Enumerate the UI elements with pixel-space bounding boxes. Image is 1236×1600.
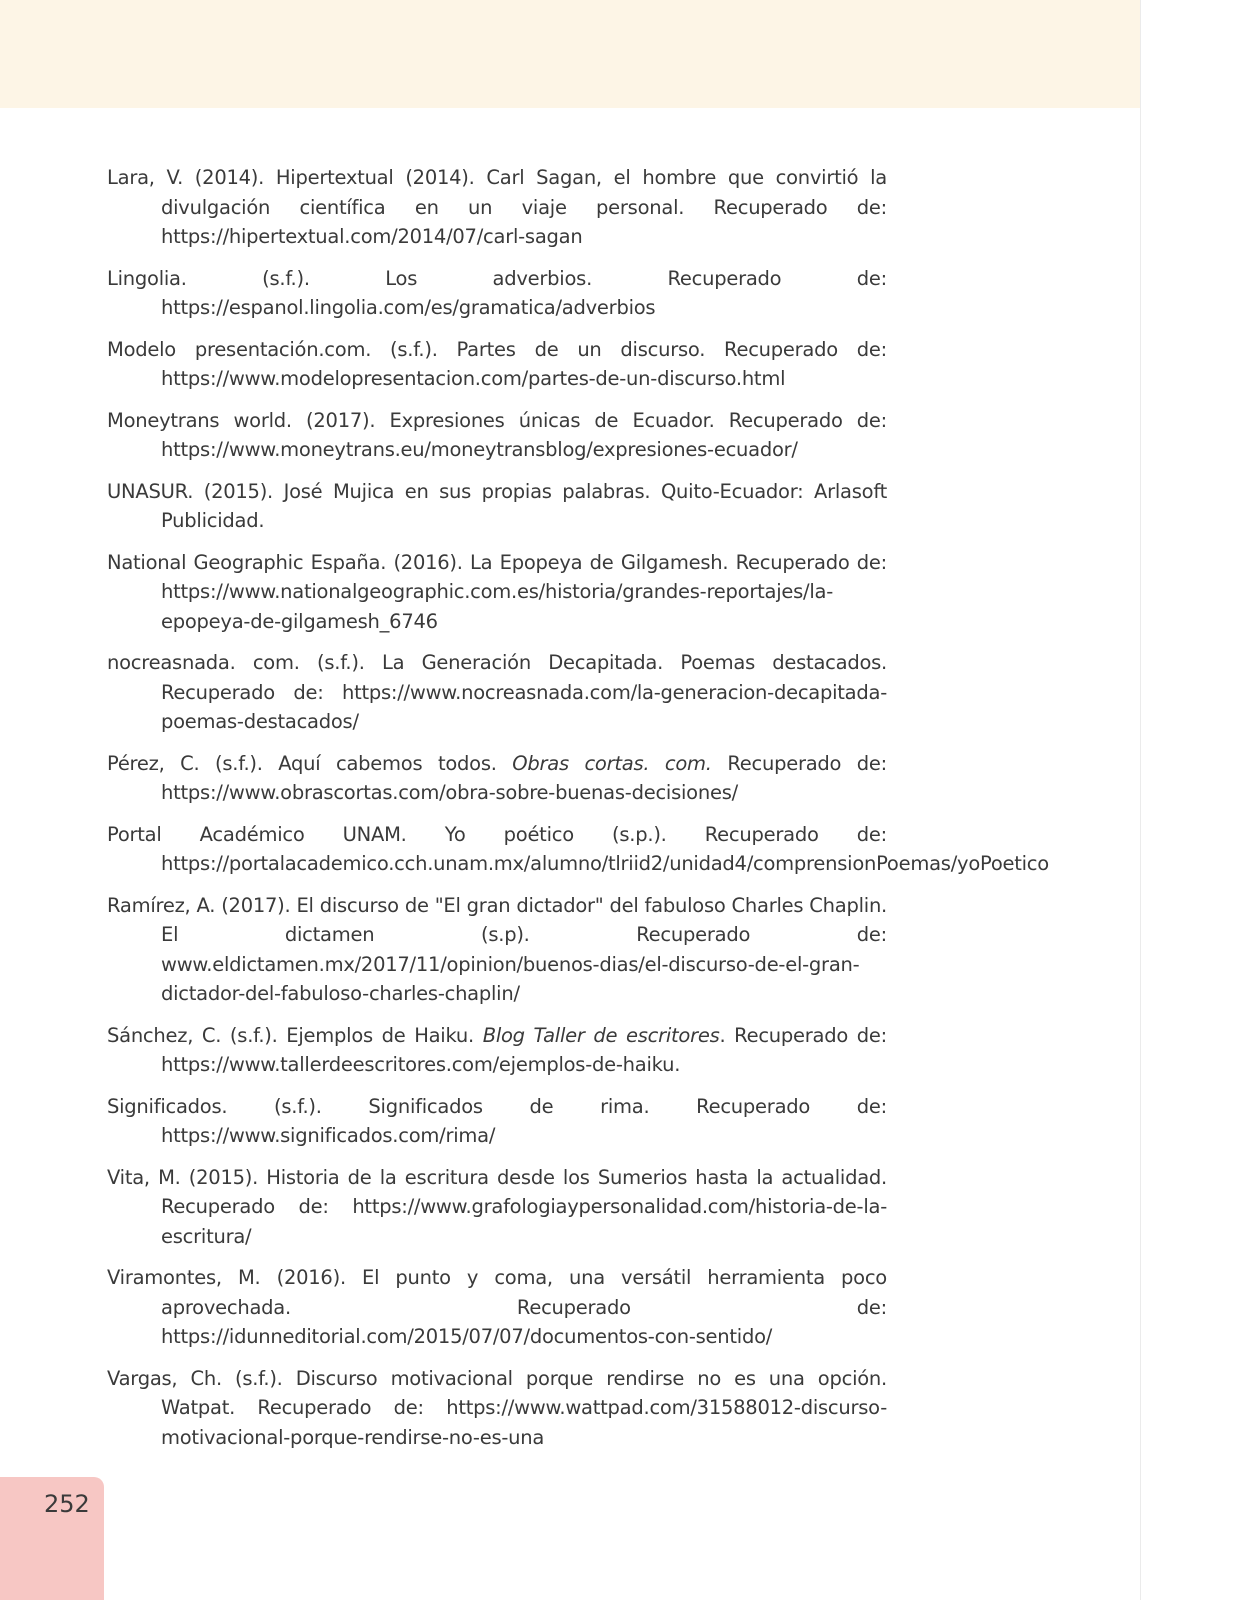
reference-text: Pérez, C. (s.f.). Aquí cabemos todos. [107,751,513,775]
reference-text: Recuperado de: https://www.obrascortas.com/obra-sobre-buenas-decisiones/ [161,751,887,804]
reference-source-title: Obras cortas. com. [512,751,712,775]
reference-item: Portal Académico UNAM. Yo poético (s.p.). Recuperado de: https://portalacademico.cch.unam.mx/alumno/tlriid2/unidad4/comprensionPoemas/yoPoetico [107,822,1049,875]
reference-item: Lara, V. (2014). Hipertextual (2014). Carl Sagan, el hombre que convirtió la divulgación científica en un viaje personal. Recuperado de: https://hipertextual.com/2014/07/carl-sagan [107,166,887,248]
reference-item: National Geographic España. (2016). La Epopeya de Gilgamesh. Recuperado de: https://www.nationalgeographic.com.es/historia/grandes-reportajes/la-epopeya-de-gilgamesh_6746 [107,550,887,633]
reference-item [107,1021,887,1080]
reference-source-title: Blog Taller de escritores [482,1023,720,1047]
reference-item: Lingolia. (s.f.). Los adverbios. Recuperado de: https://espanol.lingolia.com/es/gramatica/adverbios [107,266,887,319]
reference-item: nocreasnada. com. (s.f.). La Generación Decapitada. Poemas destacados. Recuperado de: https://www.nocreasnada.com/la-generacion-decapitada-poemas-destacados/ [107,651,887,733]
reference-text: Sánchez, C. (s.f.). Ejemplos de Haiku. [107,1023,483,1047]
reference-item [107,749,887,808]
reference-item: Significados. (s.f.). Significados de rima. Recuperado de: https://www.significados.com/rima/ [107,1094,887,1147]
reference-item: Viramontes, M. (2016). El punto y coma, una versátil herramienta poco aprovechada. Recuperado de: https://idunneditorial.com/2015/07/07/documentos-con-sentido/ [107,1266,887,1348]
page-edge [1140,0,1236,1600]
reference-item: UNASUR. (2015). José Mujica en sus propias palabras. Quito-Ecuador: Arlasoft Publicidad. [107,479,887,532]
reference-item: Ramírez, A. (2017). El discurso de "El gran dictador" del fabuloso Charles Chaplin. El dictamen (s.p). Recuperado de: www.eldictamen.mx/2017/11/opinion/buenos-dias/el-discurso-de-el-gran-dictador-del-fabuloso-charles-chaplin/ [107,893,887,1005]
reference-text: . Recuperado de: https://www.tallerdeescritores.com/ejemplos-de-haiku. [161,1023,887,1076]
reference-list [107,163,1049,1464]
header-band [0,0,1140,108]
page-number: 252 [44,1490,90,1518]
reference-item: Moneytrans world. (2017). Expresiones únicas de Ecuador. Recuperado de: https://www.moneytrans.eu/moneytransblog/expresiones-ecuador/ [107,408,887,461]
reference-item: Vita, M. (2015). Historia de la escritura desde los Sumerios hasta la actualidad. Recuperado de: https://www.grafologiaypersonalidad.com/historia-de-la-escritura/ [107,1165,887,1248]
reference-item: Modelo presentación.com. (s.f.). Partes de un discurso. Recuperado de: https://www.modelopresentacion.com/partes-de-un-discurso.html [107,337,887,390]
reference-item: Vargas, Ch. (s.f.). Discurso motivacional porque rendirse no es una opción. Watpat. Recuperado de: https://www.wattpad.com/31588012-discurso-motivacional-porque-rendirse-no-es-una [107,1366,887,1449]
